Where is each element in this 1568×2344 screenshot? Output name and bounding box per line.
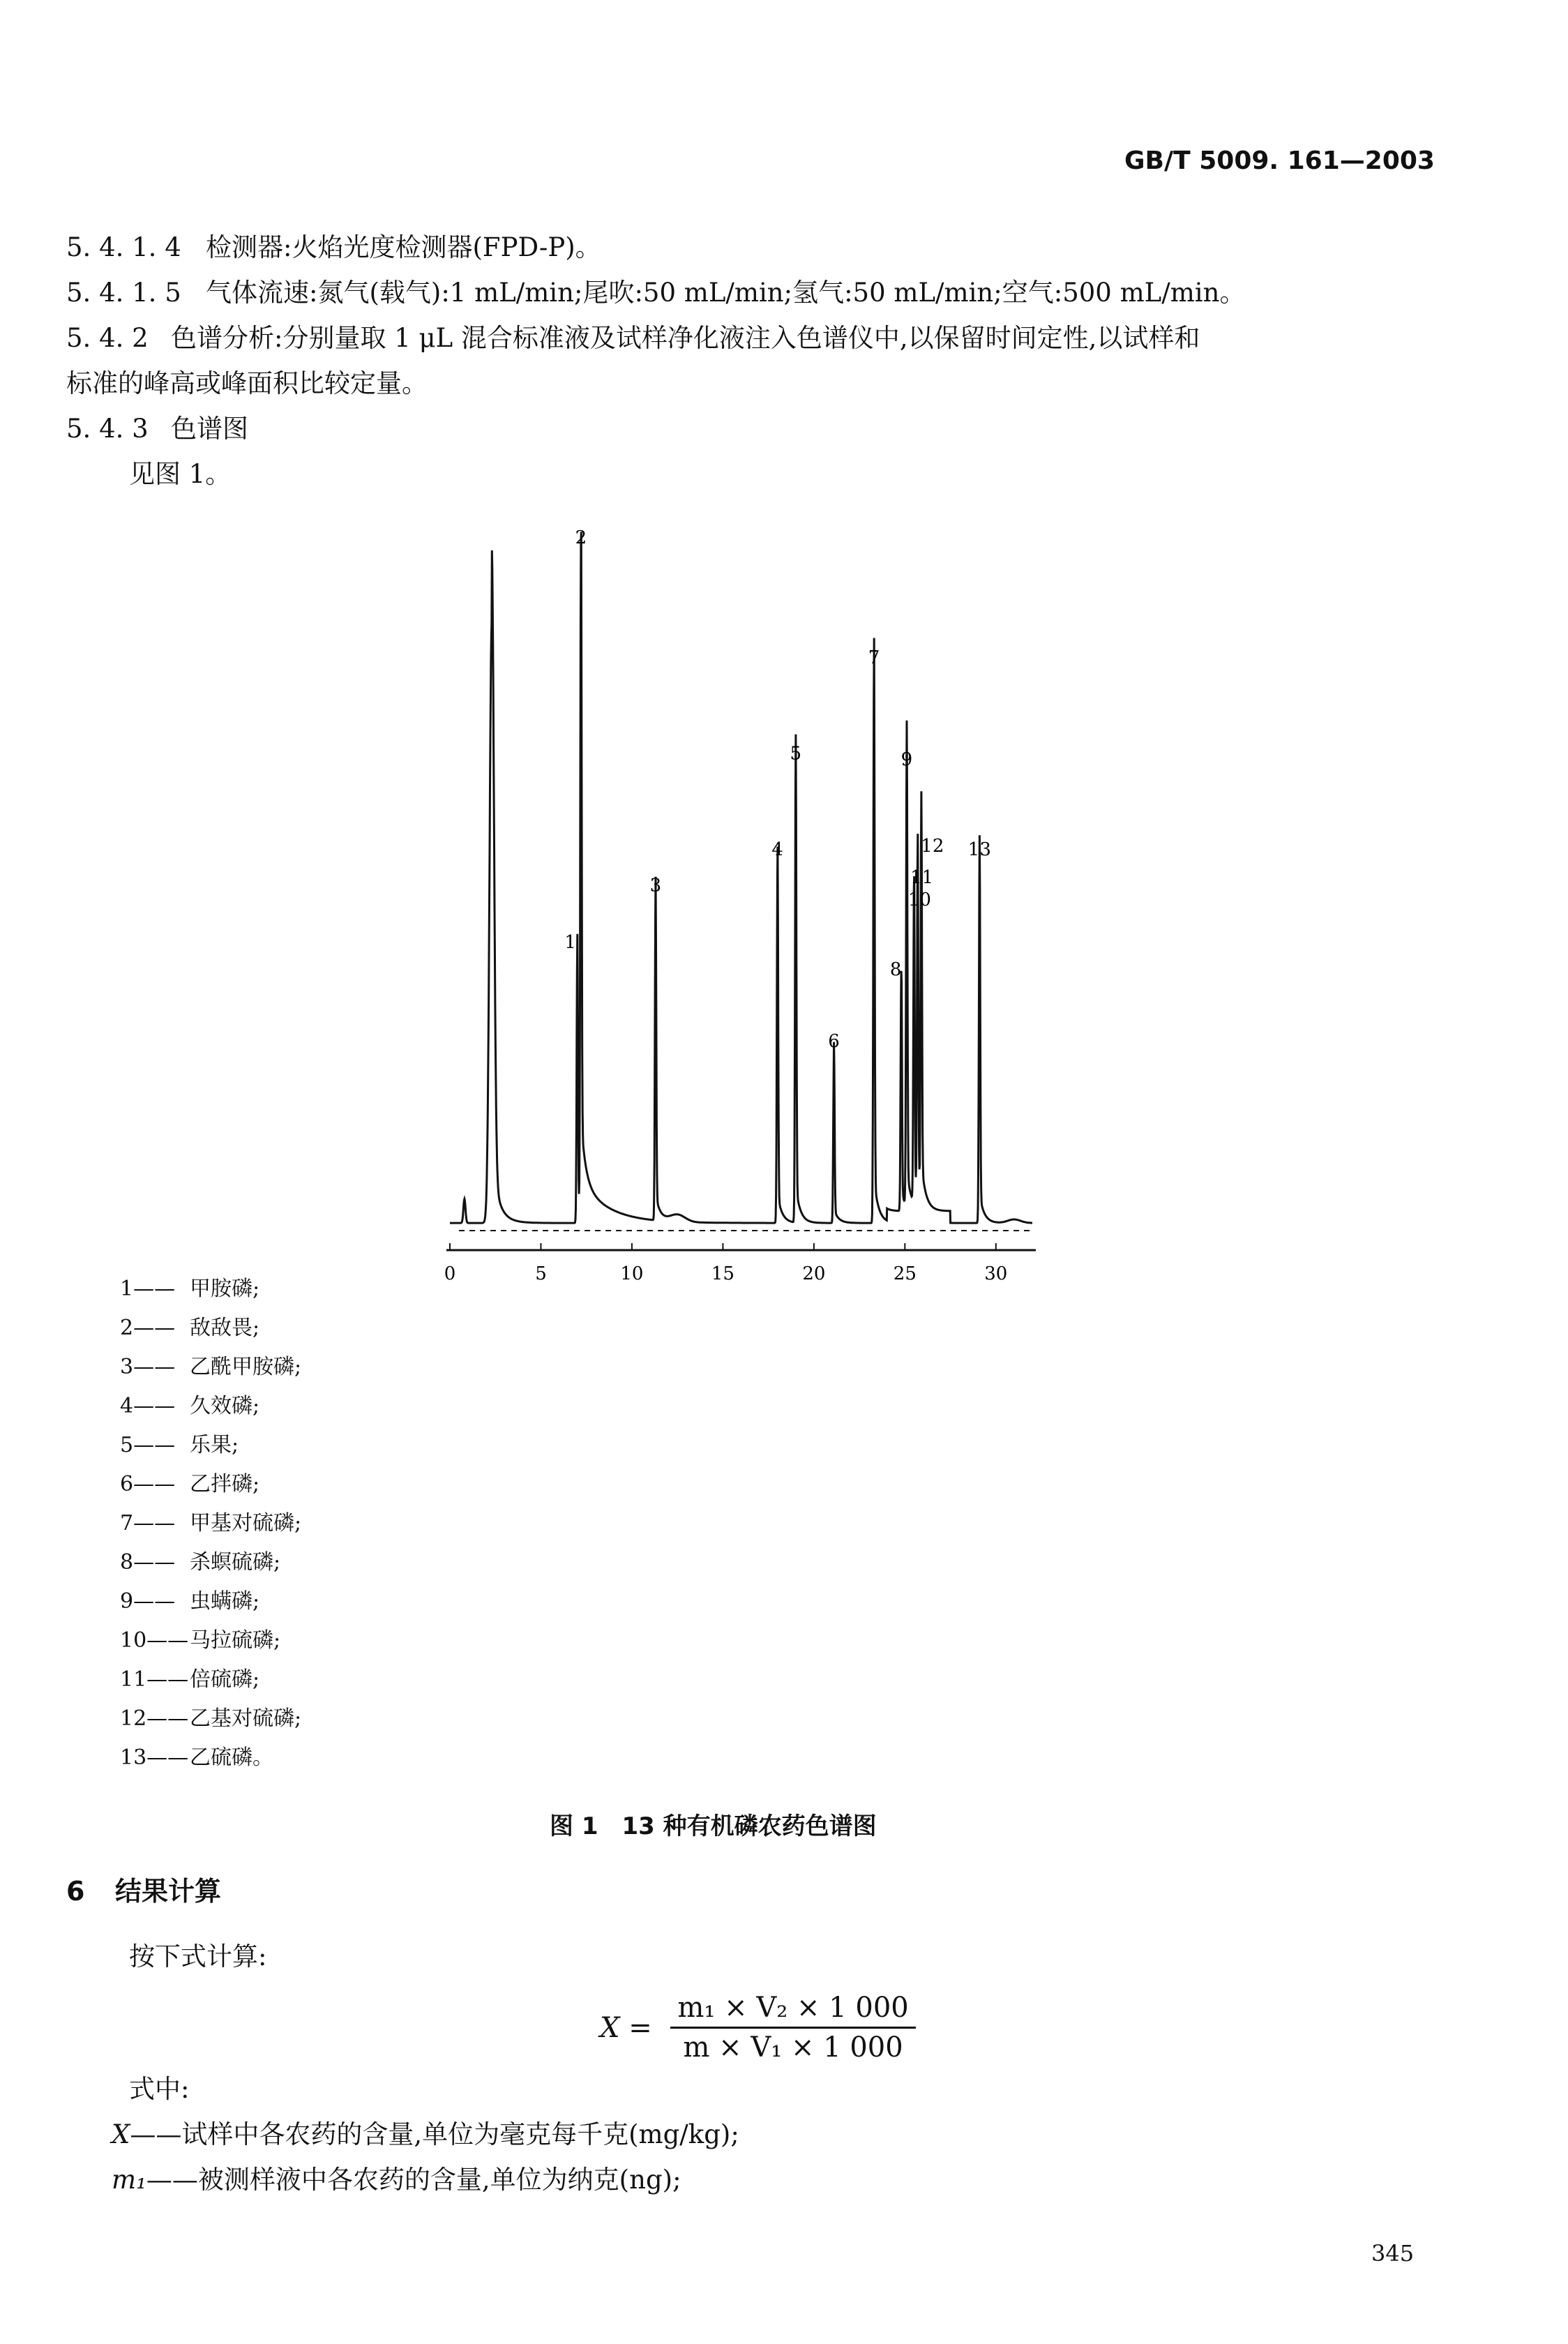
definition-text: ——试样中各农药的含量,单位为毫克每千克(mg/kg); <box>130 2119 739 2149</box>
legend-item <box>120 1465 301 1504</box>
legend-name: 倍硫磷; <box>190 1667 260 1692</box>
legend-item <box>120 1348 301 1387</box>
legend-number: 4—— <box>120 1394 176 1418</box>
figure-caption: 图 1 13 种有机磷农药色谱图 <box>550 1812 877 1840</box>
clause-5-4-2 <box>66 317 1200 359</box>
x-tick-label: 0 <box>444 1263 456 1284</box>
legend-number: 12—— <box>120 1706 189 1731</box>
legend-number: 5—— <box>120 1433 176 1457</box>
legend-item <box>120 1543 301 1582</box>
page-number: 345 <box>1371 2240 1415 2267</box>
peak-label: 10 <box>907 889 931 911</box>
formula-denominator: m × V₁ × 1 000 <box>683 2031 903 2064</box>
peak-label: 4 <box>771 839 783 860</box>
legend-number: 6—— <box>120 1472 176 1496</box>
definition-symbol: X <box>112 2119 130 2149</box>
legend-number: 10—— <box>120 1628 189 1653</box>
peak-label: 11 <box>910 866 934 888</box>
legend-number: 2—— <box>120 1316 176 1340</box>
legend-name: 虫螨磷; <box>190 1589 260 1614</box>
legend-item <box>120 1426 301 1465</box>
definition-text: ——被测样液中各农药的含量,单位为纳克(ng); <box>146 2165 681 2195</box>
definition-m1 <box>112 2159 681 2201</box>
chromatogram-chart <box>419 502 1060 1284</box>
calc-intro: 按下式计算: <box>129 1941 267 1971</box>
legend-item <box>120 1582 301 1621</box>
legend-name: 甲基对硫磷; <box>190 1511 302 1535</box>
legend-number: 11—— <box>120 1667 189 1692</box>
legend-number: 3—— <box>120 1355 176 1379</box>
clause-text: 色谱图 <box>171 414 248 444</box>
legend-name: 乙拌磷; <box>190 1472 260 1496</box>
clause-text: 标准的峰高或峰面积比较定量。 <box>66 368 428 398</box>
peak-label: 12 <box>921 835 944 857</box>
formula-numerator: m₁ × V₂ × 1 000 <box>670 1992 915 2029</box>
x-tick-label: 5 <box>535 1263 547 1284</box>
clause-number: 5. 4. 3 <box>66 414 149 444</box>
legend-name: 敌敌畏; <box>190 1316 260 1340</box>
clause-5-4-1-4 <box>66 227 601 269</box>
legend-item <box>120 1699 301 1738</box>
legend-name: 乙酰甲胺磷; <box>190 1355 302 1379</box>
legend-number: 8—— <box>120 1550 176 1575</box>
chromatogram-trace <box>450 532 1032 1223</box>
x-tick-label: 10 <box>620 1263 644 1284</box>
legend-item <box>120 1738 301 1778</box>
legend-item <box>120 1660 301 1699</box>
peak-label: 1 <box>564 932 576 953</box>
x-tick-label: 30 <box>984 1263 1008 1284</box>
where-label: 式中: <box>129 2074 190 2104</box>
clause-number: 5. 4. 1. 4 <box>66 232 181 262</box>
peak-label: 13 <box>967 839 991 860</box>
section-6-heading <box>66 1870 221 1908</box>
section-title: 结果计算 <box>115 1876 222 1907</box>
formula <box>600 1992 916 2064</box>
legend-name: 马拉硫磷; <box>190 1628 281 1653</box>
clause-5-4-2-cont <box>66 363 428 405</box>
legend-name: 乙基对硫磷; <box>190 1706 302 1731</box>
legend-item <box>120 1309 301 1348</box>
legend-name: 乙硫磷。 <box>190 1745 273 1770</box>
peak-label: 2 <box>575 527 587 548</box>
legend-number: 13—— <box>120 1745 189 1770</box>
clause-5-4-1-5 <box>66 272 1245 314</box>
section-number: 6 <box>66 1876 85 1907</box>
peak-label: 8 <box>889 959 902 980</box>
standard-number: GB/T 5009. 161—2003 <box>1124 146 1435 175</box>
peak-label: 7 <box>868 647 880 668</box>
legend-item <box>120 1387 301 1426</box>
formula-lhs: X = <box>600 2011 652 2044</box>
legend-number: 1—— <box>120 1277 176 1301</box>
clause-text: 色谱分析:分别量取 1 μL 混合标准液及试样净化液注入色谱仪中,以保留时间定性,以试样和 <box>171 323 1200 353</box>
clause-number: 5. 4. 1. 5 <box>66 278 181 308</box>
legend-item <box>120 1504 301 1543</box>
legend-number: 7—— <box>120 1511 176 1535</box>
legend-item <box>120 1270 301 1309</box>
definition-symbol: m₁ <box>112 2165 146 2195</box>
clause-text: 检测器:火焰光度检测器(FPD-P)。 <box>206 232 601 262</box>
peak-label: 6 <box>828 1031 840 1053</box>
peak-label: 3 <box>649 875 662 896</box>
clause-5-4-3 <box>66 408 248 450</box>
x-tick-label: 15 <box>711 1263 734 1284</box>
peak-legend <box>120 1270 301 1778</box>
legend-name: 甲胺磷; <box>190 1277 260 1301</box>
x-tick-label: 20 <box>802 1263 826 1284</box>
peak-label: 5 <box>790 743 802 765</box>
legend-item <box>120 1621 301 1660</box>
clause-text: 气体流速:氮气(载气):1 mL/min;尾吹:50 mL/min;氢气:50 mL/min;空气:500 mL/min。 <box>206 278 1246 308</box>
clause-number: 5. 4. 2 <box>66 323 149 353</box>
formula-fraction <box>670 1992 915 2064</box>
x-tick-label: 25 <box>893 1263 917 1284</box>
legend-name: 乐果; <box>190 1433 239 1457</box>
legend-number: 9—— <box>120 1589 176 1614</box>
see-figure-1: 见图 1。 <box>129 459 232 489</box>
definition-x <box>112 2114 739 2156</box>
peak-label: 9 <box>900 749 913 770</box>
legend-name: 杀螟硫磷; <box>190 1550 281 1575</box>
legend-name: 久效磷; <box>190 1394 260 1418</box>
